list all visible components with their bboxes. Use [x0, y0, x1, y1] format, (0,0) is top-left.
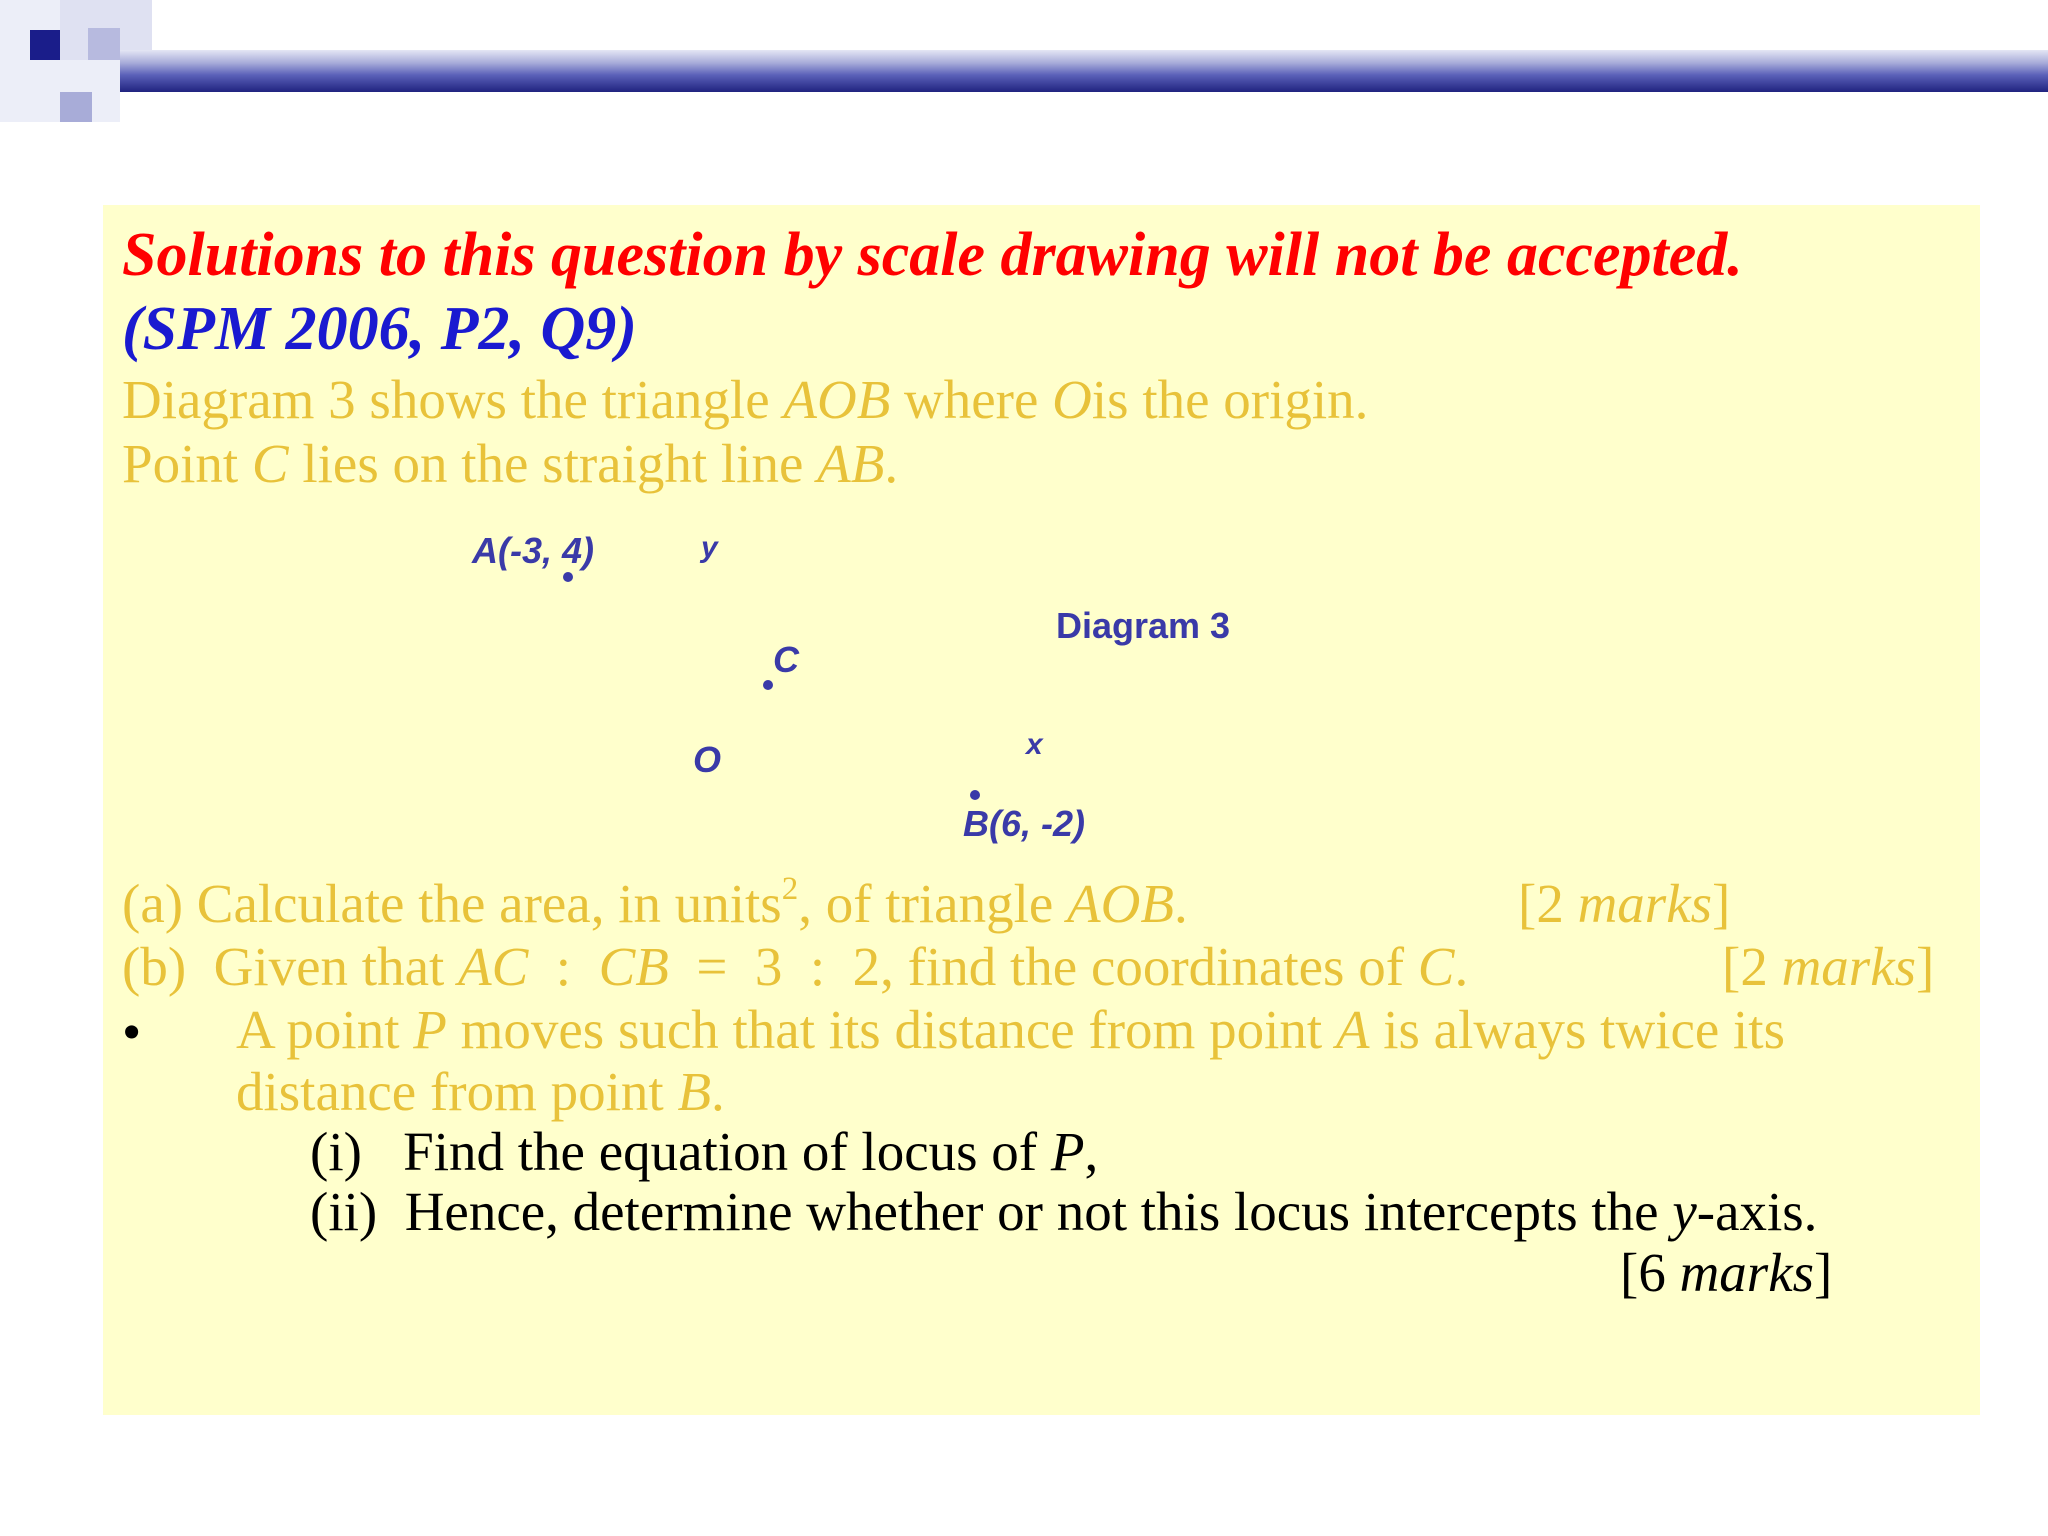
- part-c-i: (i) Find the equation of locus of P,: [310, 1121, 1099, 1182]
- header-gradient-bar: [120, 50, 2048, 92]
- diagram-caption: Diagram 3: [1056, 605, 1231, 646]
- x-axis-label: x: [1026, 728, 1043, 761]
- part-c-line-2: distance from point B.: [236, 1061, 725, 1122]
- point-a-label: A(-3, 4): [472, 530, 595, 571]
- header-square-mid: [88, 28, 120, 60]
- point-b-dot: [970, 790, 980, 800]
- origin-label: O: [693, 739, 722, 780]
- question-reference: (SPM 2006, P2, Q9): [122, 295, 637, 363]
- point-c-dot: [763, 680, 773, 690]
- part-c-marks: [6 marks]: [1620, 1242, 1833, 1303]
- part-c-line-1: A point P moves such that its distance from point A is always twice its: [236, 999, 1785, 1060]
- part-c-bullet: •: [122, 1001, 142, 1062]
- point-b-label: B(6, -2): [963, 803, 1086, 844]
- part-a-question: (a) Calculate the area, in units$^2$, of triangle AOB.: [122, 870, 1188, 934]
- point-a-dot: [563, 572, 573, 582]
- warning-heading: Solutions to this question by scale drawing will not be accepted.: [122, 221, 1743, 289]
- part-a-marks: [2 marks]: [1518, 873, 1731, 934]
- header-square-dark: [30, 30, 60, 60]
- part-b-question: (b) Given that AC : CB = 3 : 2, find the coordinates of C.: [122, 936, 1469, 997]
- intro-line-2: Point C lies on the straight line AB.: [122, 433, 899, 494]
- part-b-marks: [2 marks]: [1722, 936, 1935, 997]
- header-square-mid-2: [60, 92, 92, 122]
- part-c-ii: (ii) Hence, determine whether or not this locus intercepts the y-axis.: [310, 1181, 1818, 1242]
- point-c-label: C: [773, 639, 799, 680]
- y-axis-label: y: [701, 531, 718, 564]
- intro-line-1: Diagram 3 shows the triangle AOB where Ois the origin.: [122, 369, 1369, 430]
